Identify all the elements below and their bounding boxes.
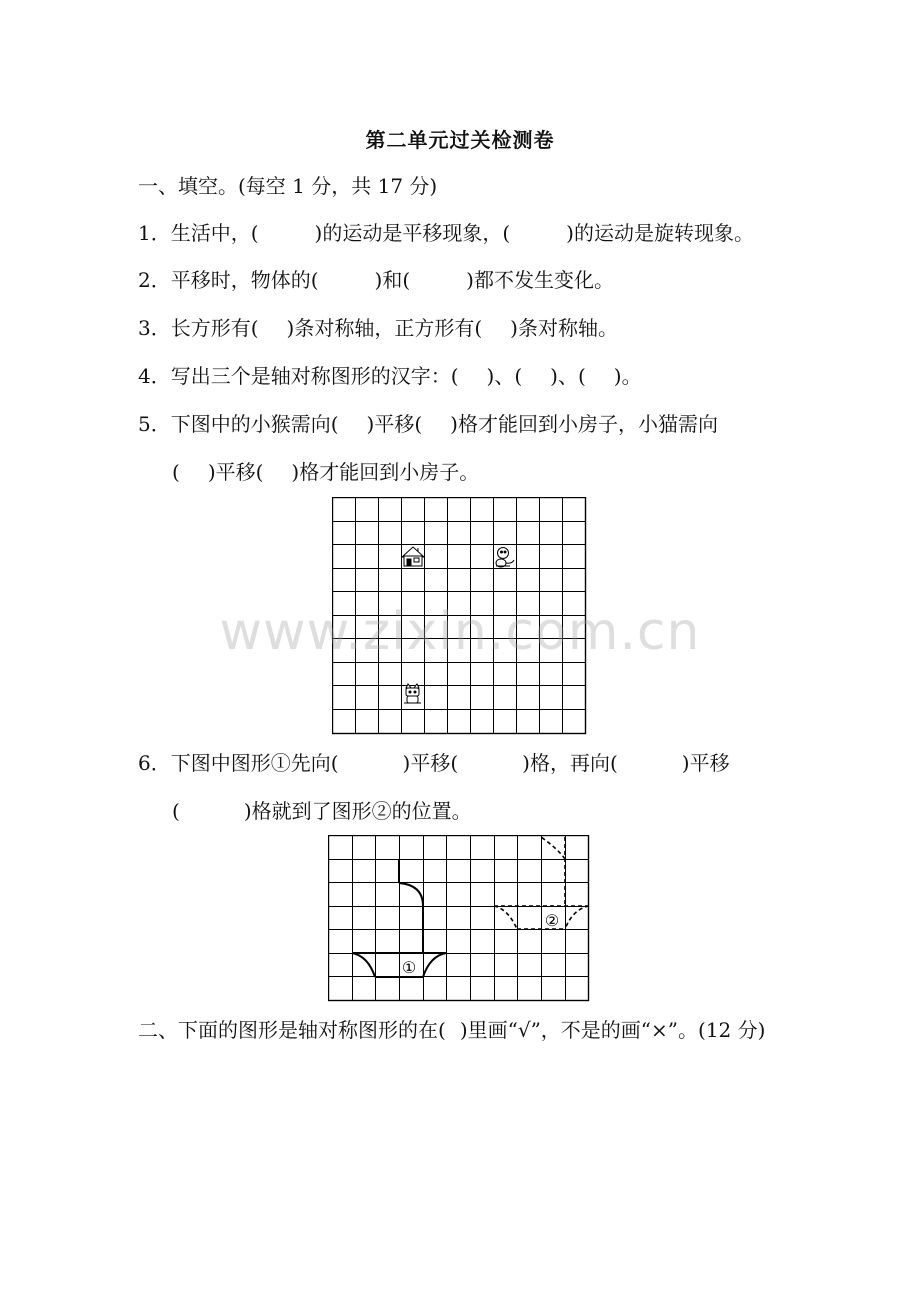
translation-grid-2 — [328, 835, 592, 1003]
question-3: 3．长方形有( )条对称轴，正方形有( )条对称轴。 — [138, 316, 618, 340]
question-4: 4．写出三个是轴对称图形的汉字：( )、( )、( )。 — [138, 364, 642, 388]
question-1: 1．生活中，( )的运动是平移现象，( )的运动是旋转现象。 — [138, 221, 754, 245]
page-title: 第二单元过关检测卷 — [365, 128, 555, 152]
shape-2-label: ② — [544, 911, 560, 930]
monkey-icon — [496, 548, 514, 568]
cat-icon — [404, 684, 421, 703]
watermark: www.zixin.com.cn — [219, 602, 701, 662]
question-6: 6．下图中图形①先向( )平移( )格，再向( )平移 — [138, 751, 730, 775]
section-1-heading: 一、填空。(每空 1 分，共 17 分) — [138, 174, 438, 198]
section-2-heading: 二、下面的图形是轴对称图形的在( )里画“√”，不是的画“×”。(12 分) — [138, 1018, 766, 1042]
translation-grid-1 — [332, 497, 588, 735]
question-5-continued: ( )平移( )格才能回到小房子。 — [172, 460, 480, 484]
shape-1-label: ① — [401, 958, 417, 977]
question-6-continued: ( )格就到了图形②的位置。 — [172, 799, 472, 823]
house-icon — [402, 547, 424, 566]
question-2: 2．平移时，物体的( )和( )都不发生变化。 — [138, 268, 614, 292]
question-5: 5．下图中的小猴需向( )平移( )格才能回到小房子，小猫需向 — [138, 412, 718, 436]
